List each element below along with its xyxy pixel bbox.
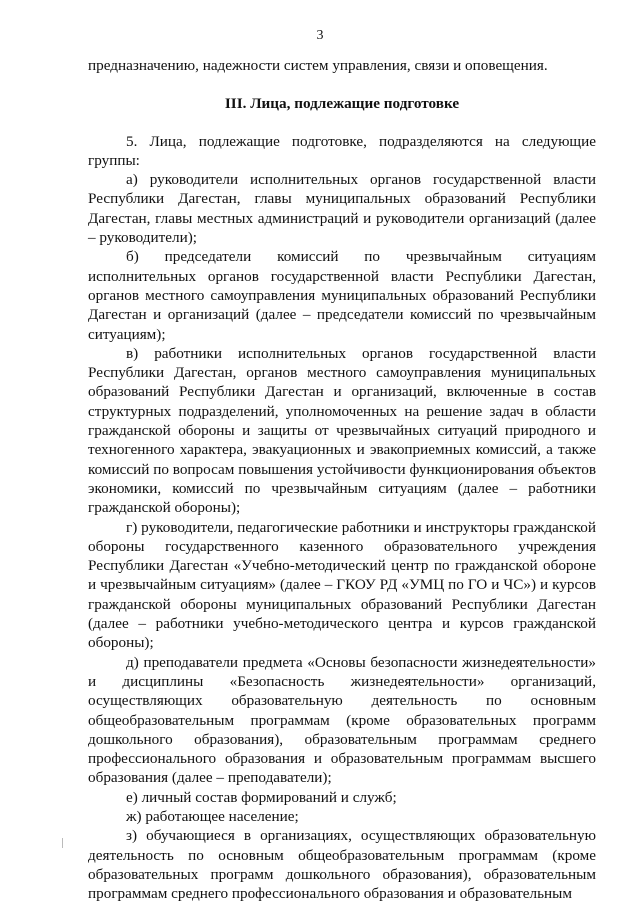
lead-text: предназначению, надежности систем управления, связи и оповещения.	[88, 57, 548, 74]
list-item-a: а) руководители исполнительных органов государственной власти Республики Дагестан, главы муниципальных образований Республики Дагестан, главы местных администраций и руководители организаций (далее – руководители);	[88, 171, 596, 247]
list-item-zh: ж) работающее население;	[126, 807, 299, 825]
list-item-d: д) преподаватели предмета «Основы безопасности жизнедеятельности» и дисциплины «Безопасность жизнедеятельности» организаций, осуществляющих образовательную деятельность по основным общеобразовательным программам (кроме образовательных программ дошкольного образования), образовательным программам среднего профессионального образования и образовательным программам высшего образования (далее – преподаватели);	[88, 653, 596, 787]
list-item-g: г) руководители, педагогические работники и инструкторы гражданской обороны государственного казенного образовательного учреждения Республики Дагестан «Учебно-методический центр по гражданской обороне и чрезвычайным ситуациям» (далее – ГКОУ РД «УМЦ по ГО и ЧС») и курсов гражданской обороны муниципальных образований Республики Дагестан (далее – работники учебно-методического центра и курсов гражданской обороны);	[88, 518, 596, 652]
list-item-z: з) обучающиеся в организациях, осуществляющих образовательную деятельность по основным общеобразовательным программам (кроме образовательных программ дошкольного образования), образовательным программам среднего профессионального образования и образовательным	[88, 827, 596, 903]
list-item-v: в) работники исполнительных органов государственной власти Республики Дагестан, органов местного самоуправления муниципальных образований Республики Дагестан и организаций, включенные в состав структурных подразделений, уполномоченных на решение задач в области гражданской обороны и защиты от чрезвычайных ситуаций природного и техногенного характера, эвакуационных и эвакоприемных комиссий, а также комиссий по вопросам повышения устойчивости функционирования объектов экономики, комиссий по чрезвычайным ситуациям (далее – работники гражданской обороны);	[88, 344, 596, 517]
page-number: 3	[316, 28, 324, 43]
section-title: III. Лица, подлежащие подготовке	[224, 95, 460, 113]
list-item-e: е) личный состав формирований и служб;	[126, 788, 397, 806]
paragraph-5: 5. Лица, подлежащие подготовке, подразделяются на следующие группы:	[88, 132, 596, 169]
document-body	[88, 56, 596, 903]
list-item-b: б) председатели комиссий по чрезвычайным ситуациям исполнительных органов государственной власти Республики Дагестан, органов местного самоуправления муниципальных образований Республики Дагестан и организаций (далее – председатели комиссий по чрезвычайным ситуациям);	[88, 248, 596, 343]
scan-artifact	[62, 838, 63, 848]
